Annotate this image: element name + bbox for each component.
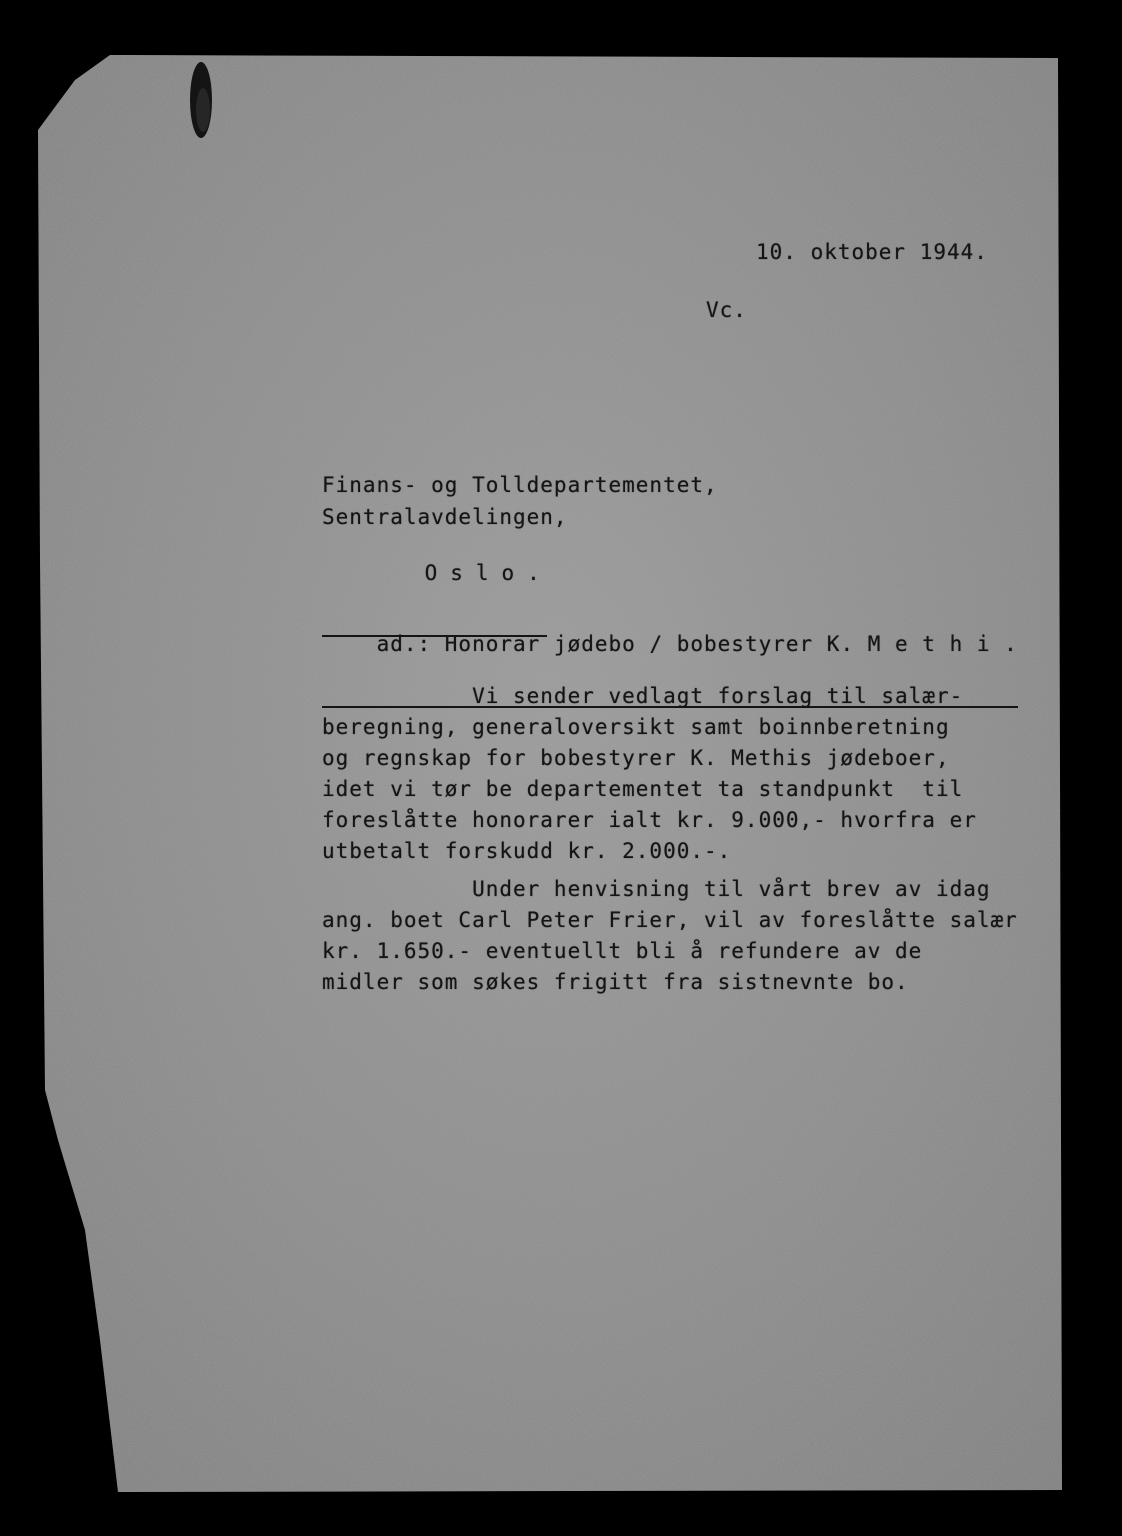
body-paragraph-2: Under henvisning til vårt brev av idag ang. boet Carl Peter Frier, vil av foreslåtte salær kr. 1.650.- eventuellt bli å refundere av de midler som søkes frigitt fra sistnevnte bo.: [322, 877, 1018, 994]
body-paragraph-1: Vi sender vedlagt forslag til salær- beregning, generaloversikt samt boinnberetning og regnskap for bobestyrer K. Methis jødeboer, idet vi tør be departementet ta standpunkt til foreslåtte honorarer ialt kr. 9.000,- hvorfra er utbetalt forskudd kr. 2.000.-.: [322, 684, 977, 863]
recipient-division: Sentralavdelingen,: [322, 505, 568, 529]
letter-date: 10. oktober 1944.: [756, 240, 988, 264]
recipient-department: Finans- og Tolldepartementet,: [322, 473, 718, 497]
reference-code: Vc.: [706, 298, 747, 322]
recipient-city-text: Oslo.: [424, 561, 553, 585]
staple-mark: [190, 62, 212, 138]
subject-text: ad.: Honorar jødebo / bobestyrer K. M e t h i .: [376, 632, 1018, 656]
